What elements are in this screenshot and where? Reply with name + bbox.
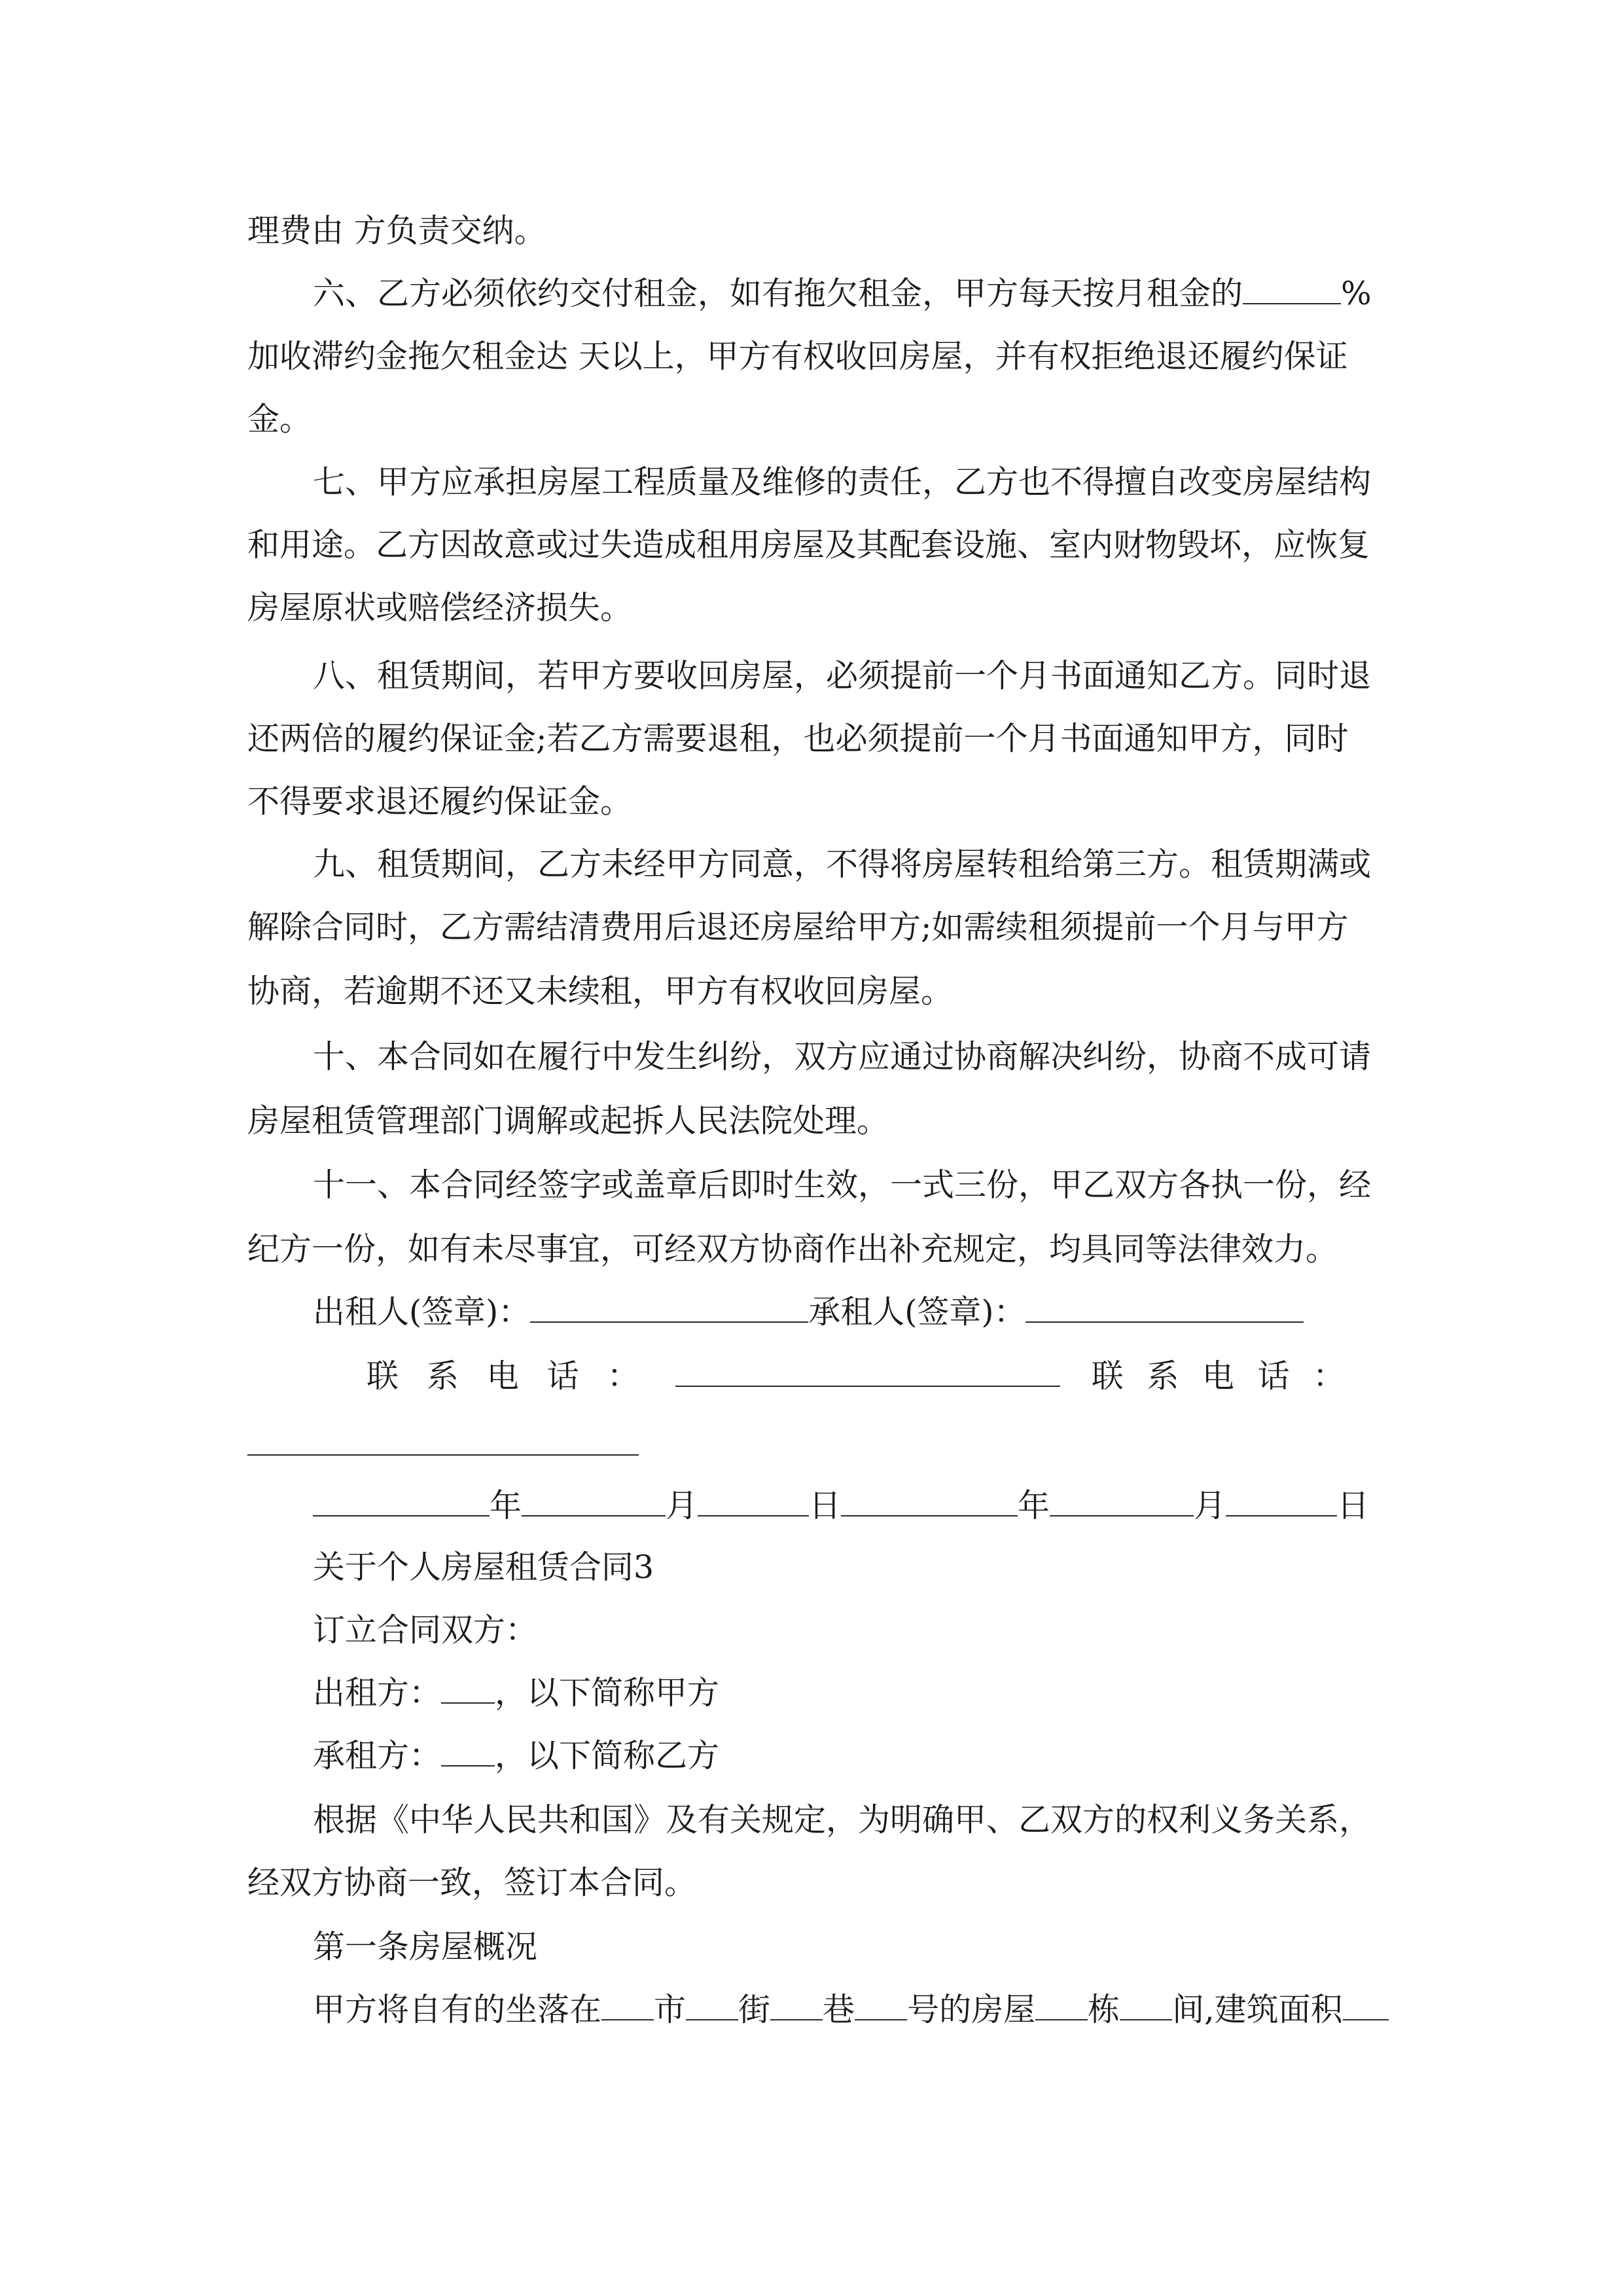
lessee-name-blank bbox=[441, 1736, 495, 1767]
text-line: 理费由 方负责交纳。 bbox=[247, 212, 546, 249]
clause-10-line-1: 十、本合同如在履行中发生纠纷，双方应通过协商解决纠纷，协商不成可请 bbox=[313, 1038, 1372, 1075]
clause-11-line-1: 十一、本合同经签字或盖章后即时生效，一式三份，甲乙双方各执一份，经 bbox=[313, 1166, 1372, 1204]
lessee-line: 承租方： ，以下简称乙方 bbox=[313, 1737, 720, 1774]
lessor-phone-blank bbox=[675, 1357, 1060, 1387]
parties-heading: 订立合同双方： bbox=[313, 1611, 538, 1649]
clause-8-line-3: 不得要求退还履约保证金。 bbox=[247, 783, 633, 820]
clause-8-line-1: 八、租赁期间，若甲方要收回房屋，必须提前一个月书面通知乙方。同时退 bbox=[313, 657, 1372, 694]
clause-7-line-3: 房屋原状或赔偿经济损失。 bbox=[247, 589, 633, 626]
lessor-sign-blank bbox=[530, 1293, 808, 1323]
phone-line bbox=[366, 1356, 1345, 1397]
rate-blank bbox=[1243, 274, 1341, 304]
date-line: 年 月 日 年 月 日 bbox=[313, 1486, 1369, 1526]
lessor-name-blank bbox=[441, 1674, 495, 1704]
section-title: 关于个人房屋租赁合同3 bbox=[313, 1549, 654, 1586]
lessee-sign-blank bbox=[1026, 1293, 1304, 1323]
clause-7-line-1: 七、甲方应承担房屋工程质量及维修的责任，乙方也不得擅自改变房屋结构 bbox=[313, 463, 1372, 501]
clause-9-line-3: 协商，若逾期不还又未续租，甲方有权收回房屋。 bbox=[247, 973, 954, 1010]
lessee-sign-label: 承租人(签章)： bbox=[808, 1293, 1026, 1331]
clause-9-line-2: 解除合同时，乙方需结清费用后退还房屋给甲方;如需续租须提前一个月与甲方 bbox=[247, 908, 1349, 946]
lessee-phone-label: 联 系 电 话 ： bbox=[1091, 1357, 1345, 1395]
basis-line-2: 经双方协商一致，签订本合同。 bbox=[247, 1864, 697, 1901]
clause-6-line-1: 六、乙方必须依约交付租金，如有拖欠租金，甲方每天按月租金的 % bbox=[313, 275, 1372, 312]
clause-10-line-2: 房屋租赁管理部门调解或起拆人民法院处理。 bbox=[247, 1102, 889, 1139]
article-1-title: 第一条房屋概况 bbox=[313, 1928, 538, 1965]
lessee-phone-blank bbox=[247, 1454, 639, 1456]
lessor-line: 出租方： ，以下简称甲方 bbox=[313, 1674, 720, 1712]
lessor-sign-label: 出租人(签章)： bbox=[313, 1293, 531, 1331]
clause-7-line-2: 和用途。乙方因故意或过失造成租用房屋及其配套设施、室内财物毁坏，应恢复 bbox=[247, 526, 1370, 564]
lessor-phone-label: 联 系 电 话 ： bbox=[366, 1357, 639, 1395]
clause-9-line-1: 九、租赁期间，乙方未经甲方同意，不得将房屋转租给第三方。租赁期满或 bbox=[313, 846, 1372, 883]
clause-6-line-3: 金。 bbox=[247, 401, 312, 438]
signature-line bbox=[313, 1292, 1304, 1333]
clause-8-line-2: 还两倍的履约保证金;若乙方需要退租，也必须提前一个月书面通知甲方，同时 bbox=[247, 720, 1349, 757]
basis-line-1: 根据《中华人民共和国》及有关规定，为明确甲、乙双方的权利义务关系， bbox=[313, 1801, 1372, 1839]
article-1-line: 甲方将自有的坐落在 市 街 巷 号的房屋 栋 间,建筑面积 bbox=[313, 1990, 1389, 2030]
clause-6-line-2: 加收滞约金拖欠租金达 天以上，甲方有权收回房屋，并有权拒绝退还履约保证 bbox=[247, 338, 1348, 375]
clause-11-line-2: 纪方一份，如有未尽事宜，可经双方协商作出补充规定，均具同等法律效力。 bbox=[247, 1230, 1338, 1268]
